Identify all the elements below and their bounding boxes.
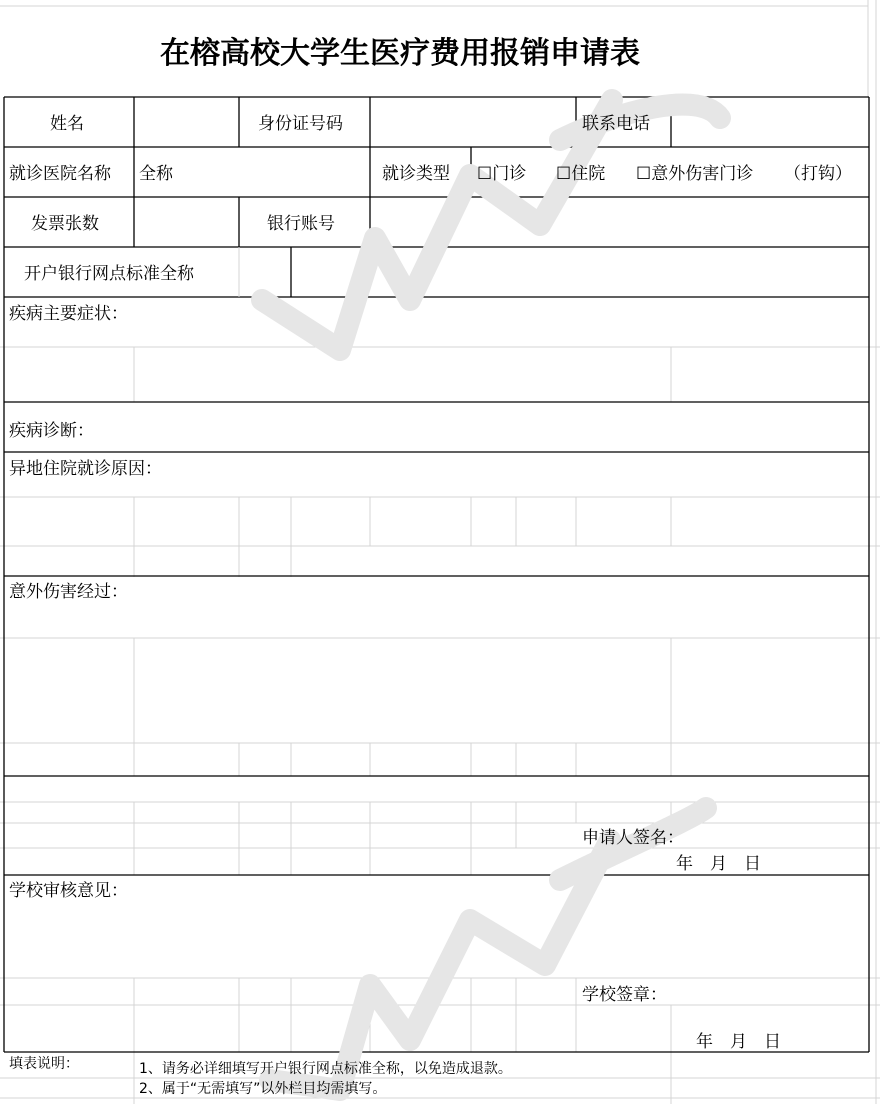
accident-label: 意外伤害经过：: [9, 582, 128, 602]
checkbox-inpatient[interactable]: ☐住院: [556, 164, 606, 184]
visit-type-hint: （打钩）: [784, 164, 852, 184]
phone-label: 联系电话: [582, 114, 650, 134]
page-title: 在榕高校大学生医疗费用报销申请表: [160, 36, 640, 71]
applicant-date: 年 月 日: [676, 854, 761, 874]
visit-type-label: 就诊类型: [382, 164, 450, 184]
checkbox-outpatient[interactable]: ☐门诊: [477, 164, 527, 184]
note-item: 2、属于“无需填写”以外栏目均需填写。: [139, 1081, 387, 1097]
hospital-name-label: 就诊医院名称: [9, 164, 111, 184]
hospital-name-value[interactable]: 全称: [139, 164, 173, 184]
invoice-count-label: 发票张数: [31, 214, 99, 234]
applicant-signature-label: 申请人签名：: [582, 828, 684, 848]
remote-reason-label: 异地住院就诊原因：: [9, 459, 162, 479]
school-seal-label: 学校签章：: [582, 985, 667, 1005]
id-number-label: 身份证号码: [258, 114, 343, 134]
symptoms-label: 疾病主要症状：: [9, 304, 128, 324]
bank-branch-label: 开户银行网点标准全称: [24, 264, 194, 284]
note-item: 1、请务必详细填写开户银行网点标准全称，以免造成退款。: [139, 1061, 512, 1077]
school-date: 年 月 日: [696, 1032, 781, 1052]
name-label: 姓名: [50, 114, 84, 134]
school-opinion-label: 学校审核意见：: [9, 881, 128, 901]
bank-account-label: 银行账号: [267, 214, 335, 234]
diagnosis-label: 疾病诊断：: [9, 421, 94, 441]
checkbox-accident-outpatient[interactable]: ☐意外伤害门诊: [636, 164, 754, 184]
notes-label: 填表说明：: [9, 1056, 79, 1072]
